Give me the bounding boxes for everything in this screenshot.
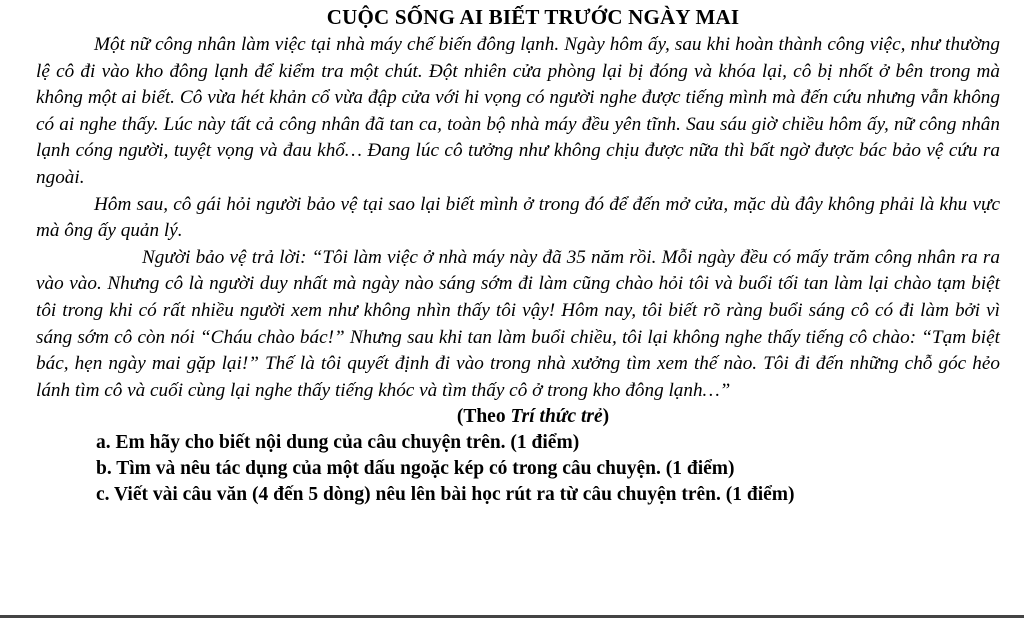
story-text bbox=[36, 32, 1000, 404]
question-c: c. Viết vài câu văn (4 đến 5 dòng) nêu lên bài học rút ra từ câu chuyện trên. (1 điểm) bbox=[96, 484, 795, 506]
page-title: CUỘC SỐNG AI BIẾT TRƯỚC NGÀY MAI bbox=[326, 5, 740, 29]
question-b: b. Tìm và nêu tác dụng của một dấu ngoặc kép có trong câu chuyện. (1 điểm) bbox=[96, 458, 735, 480]
source-suffix: ) bbox=[602, 406, 610, 428]
story-paragraph-1: Một nữ công nhân làm việc tại nhà máy chế biến đông lạnh. Ngày hôm ấy, sau khi hoàn thành công việc, như thường lệ cô đi vào kho đông lạnh để kiểm tra một chút. Đột nhiên cửa phòng lại bị đóng và khóa lại, cô bị nhốt ở bên trong mà không một ai biết. Cô vừa hét khản cổ vừa đập cửa với hi vọng có người nghe được tiếng mình mà đến cứu nhưng vẫn không có ai nghe thấy. Lúc này tất cả công nhân đã tan ca, toàn bộ nhà máy đều yên tĩnh. Sau sáu giờ chiều hôm ấy, nữ công nhân lạnh cóng người, tuyệt vọng và đau khổ… Đang lúc cô tưởng như không chịu được nữa thì bất ngờ được bác bảo vệ cứu ra ngoài. bbox=[36, 34, 1000, 188]
question-a: a. Em hãy cho biết nội dung của câu chuyện trên. (1 điểm) bbox=[96, 432, 580, 454]
source-citation bbox=[66, 404, 1000, 430]
source-prefix: (Theo bbox=[456, 406, 511, 428]
source-title: Trí thức trẻ bbox=[510, 406, 603, 428]
document-page bbox=[36, 2, 1000, 508]
story-paragraph-3: Người bảo vệ trả lời: “Tôi làm việc ở nhà máy này đã 35 năm rồi. Mỗi ngày đều có mấy trăm công nhân ra ra vào vào. Nhưng cô là người duy nhất mà ngày nào sáng sớm đi làm cũng chào hỏi tôi và buổi tối tan làm lại chào tạm biệt tôi trong khi có rất nhiều người xem như không nhìn thấy tôi vậy! Hôm nay, tôi biết rõ ràng buổi sáng cô có đi làm bởi vì sáng sớm cô còn nói “Cháu chào bác!” Nhưng sau khi tan làm buổi chiều, tôi lại không nghe thấy tiếng cô chào: “Tạm biệt bác, hẹn ngày mai gặp lại!” Thế là tôi quyết định đi vào trong nhà xưởng tìm xem thế nào. Tôi đi đến những chỗ góc hẻo lánh tìm cô và cuối cùng lại nghe thấy tiếng khóc và tìm thấy cô ở trong kho đông lạnh…” bbox=[36, 246, 1000, 401]
story-paragraph-2: Hôm sau, cô gái hỏi người bảo vệ tại sao lại biết mình ở trong đó để đến mở cửa, mặc dù đây không phải là khu vực mà ông ấy quản lý. bbox=[36, 193, 1000, 242]
question-list bbox=[96, 430, 1000, 508]
bottom-border bbox=[0, 615, 1024, 618]
